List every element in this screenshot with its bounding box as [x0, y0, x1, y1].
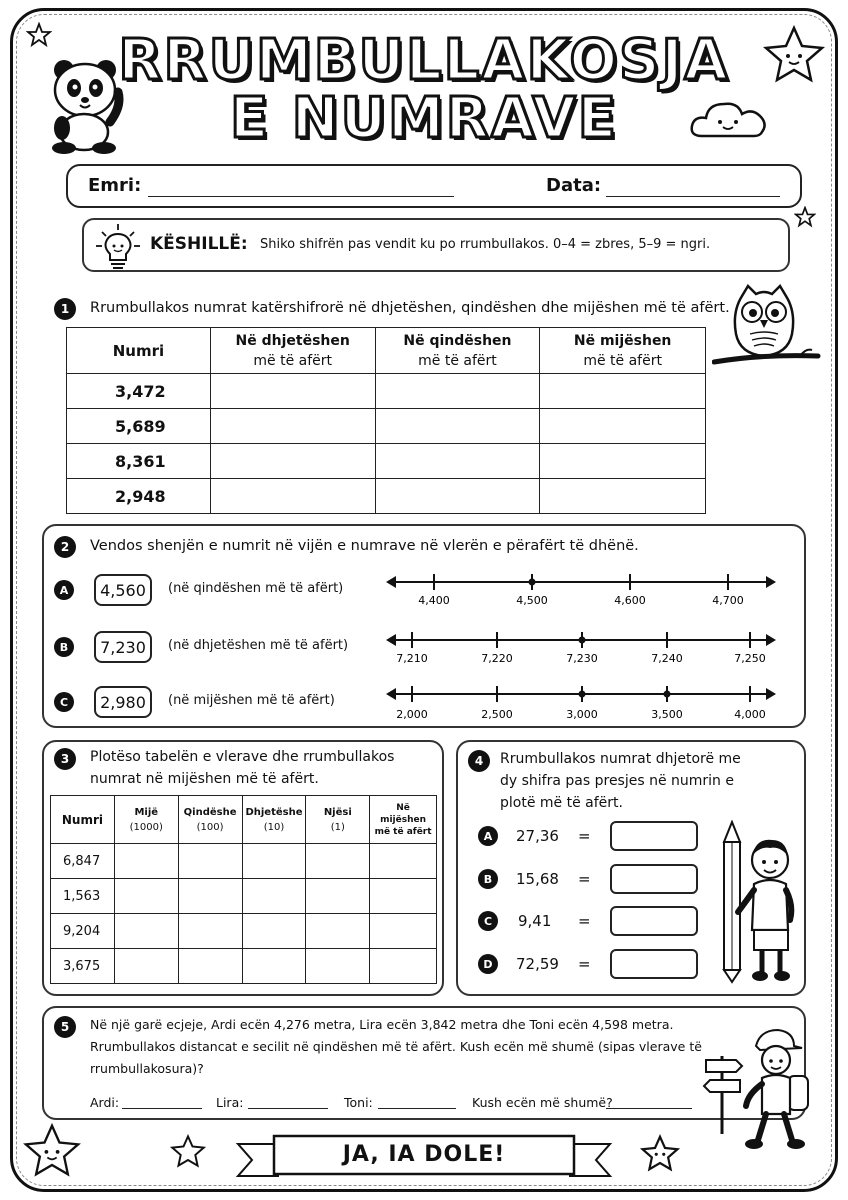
name-label: Emri:	[88, 175, 142, 196]
answer-box[interactable]	[610, 949, 698, 979]
answer-cell[interactable]	[242, 949, 306, 984]
page-title-line2: E NUMRAVE	[229, 86, 619, 151]
answer-cell[interactable]	[306, 949, 370, 984]
lightbulb-icon	[94, 222, 142, 272]
answer-cell[interactable]	[178, 949, 242, 984]
table-row: 1,563	[51, 879, 437, 914]
question-3-prompt-line2: numrat në mijëshen më të afërt.	[90, 771, 319, 787]
winner-answer-line[interactable]	[606, 1108, 692, 1109]
date-label: Data:	[546, 175, 602, 196]
answer-box[interactable]	[610, 821, 698, 851]
table-header: Në dhjetëshen më të afërt	[210, 328, 375, 374]
table-row: 3,675	[51, 949, 437, 984]
tick-label: 2,000	[396, 708, 428, 721]
owl-icon	[712, 282, 822, 374]
lira-label: Lira:	[216, 1095, 244, 1110]
tick-label: 3,500	[651, 708, 683, 721]
number-line-c[interactable]	[384, 682, 780, 722]
answer-cell[interactable]	[370, 879, 437, 914]
tick-label: 4,700	[712, 594, 744, 607]
answer-cell[interactable]	[114, 949, 178, 984]
answer-cell[interactable]	[540, 374, 706, 409]
date-field[interactable]	[606, 196, 780, 197]
answer-cell[interactable]	[306, 879, 370, 914]
equals-sign: =	[578, 912, 591, 930]
decimal-value: 9,41	[518, 912, 552, 930]
tick-label: 2,500	[481, 708, 513, 721]
rounding-table	[66, 327, 706, 514]
answer-cell[interactable]	[114, 844, 178, 879]
tip-label: KËSHILLË:	[150, 234, 248, 254]
table-header: Njësi (1)	[306, 796, 370, 844]
answer-cell[interactable]	[242, 844, 306, 879]
question-4-badge: 4	[468, 750, 490, 772]
question-4-prompt-line1: Rrumbullakos numrat dhjetorë me	[500, 751, 741, 767]
item-d-badge: D	[478, 954, 498, 974]
tick-label: 4,000	[734, 708, 766, 721]
answer-cell[interactable]	[210, 479, 375, 514]
question-1-badge: 1	[54, 298, 76, 320]
item-b-badge: B	[478, 869, 498, 889]
winner-label: Kush ecën më shumë?	[472, 1095, 613, 1110]
tick-label: 4,600	[614, 594, 646, 607]
table-header: Numri	[51, 796, 115, 844]
item-c-badge: C	[478, 911, 498, 931]
question-5-line3: rrumbullakosura)?	[90, 1061, 204, 1076]
table-header: Në qindëshen më të afërt	[375, 328, 540, 374]
table-header: Në mijëshen më të afërt	[540, 328, 706, 374]
name-date-bar	[66, 164, 802, 208]
table-row: 2,948	[67, 479, 706, 514]
answer-cell[interactable]	[210, 444, 375, 479]
tick-label: 7,210	[396, 652, 428, 665]
name-field[interactable]	[148, 196, 454, 197]
page-title-line1: RRUMBULLAKOSJA	[118, 28, 730, 93]
table-row: 8,361	[67, 444, 706, 479]
answer-cell[interactable]	[370, 949, 437, 984]
table-header: Në mijëshen më të afërt	[370, 796, 437, 844]
number-line-b[interactable]	[384, 628, 780, 668]
answer-cell[interactable]	[540, 409, 706, 444]
decimal-value: 27,36	[516, 827, 559, 845]
answer-cell[interactable]	[210, 409, 375, 444]
question-4-prompt-line3: plotë më të afërt.	[500, 795, 623, 811]
tick-label: 4,500	[516, 594, 548, 607]
answer-cell[interactable]	[210, 374, 375, 409]
table-row: 9,204	[51, 914, 437, 949]
item-a-badge: A	[478, 826, 498, 846]
answer-box[interactable]	[610, 906, 698, 936]
table-header: Qindëshe (100)	[178, 796, 242, 844]
answer-cell[interactable]	[178, 844, 242, 879]
equals-sign: =	[578, 955, 591, 973]
question-2-prompt: Vendos shenjën e numrit në vijën e numrave në vlerën e përafërt të dhënë.	[90, 538, 639, 554]
question-5-badge: 5	[54, 1016, 76, 1038]
star-icon	[794, 206, 816, 228]
equals-sign: =	[578, 870, 591, 888]
answer-cell[interactable]	[540, 444, 706, 479]
toni-answer-line[interactable]	[378, 1108, 456, 1109]
star-icon	[640, 1134, 680, 1172]
lira-answer-line[interactable]	[248, 1108, 328, 1109]
item-c-badge: C	[54, 692, 74, 712]
boy-hiker-icon	[732, 1024, 818, 1156]
ardi-answer-line[interactable]	[122, 1108, 202, 1109]
answer-cell[interactable]	[375, 479, 540, 514]
value-box: 4,560	[94, 574, 152, 606]
table-row: 3,472	[67, 374, 706, 409]
item-a-badge: A	[54, 580, 74, 600]
answer-cell[interactable]	[540, 479, 706, 514]
tick-label: 3,000	[566, 708, 598, 721]
answer-cell[interactable]	[242, 914, 306, 949]
question-3-badge: 3	[54, 748, 76, 770]
table-row: 6,847	[51, 844, 437, 879]
toni-label: Toni:	[344, 1095, 373, 1110]
tip-text: Shiko shifrën pas vendit ku po rrumbullakos. 0–4 = zbres, 5–9 = ngri.	[260, 237, 711, 252]
question-5-line2: Rrumbullakos distancat e secilit në qindëshen më të afërt. Kush ecën më shumë (sipas vlerave të	[90, 1039, 702, 1054]
table-header: Dhjetëshe (10)	[242, 796, 306, 844]
place-value-table	[50, 795, 437, 984]
decimal-value: 72,59	[516, 955, 559, 973]
value-box: 7,230	[94, 631, 152, 663]
rounding-hint: (në mijëshen më të afërt)	[168, 693, 335, 708]
rounding-hint: (në dhjetëshen më të afërt)	[168, 638, 349, 653]
table-header: Numri	[67, 328, 211, 374]
question-1-prompt: Rrumbullakos numrat katërshifrorë në dhjetëshen, qindëshen dhe mijëshen më të afërt.	[90, 300, 730, 316]
table-header: Mijë (1000)	[114, 796, 178, 844]
ardi-label: Ardi:	[90, 1095, 120, 1110]
tick-label: 4,400	[418, 594, 450, 607]
answer-cell[interactable]	[306, 914, 370, 949]
answer-box[interactable]	[610, 864, 698, 894]
question-5-line1: Në një garë ecjeje, Ardi ecën 4,276 metra, Lira ecën 3,842 metra dhe Toni ecën 4,598 metra.	[90, 1017, 674, 1032]
tick-label: 7,220	[481, 652, 513, 665]
answer-cell[interactable]	[242, 879, 306, 914]
star-icon	[22, 1122, 82, 1178]
value-box: 2,980	[94, 686, 152, 718]
tick-label: 7,250	[734, 652, 766, 665]
number-line-a[interactable]	[384, 570, 780, 610]
boy-pencil-icon	[716, 820, 802, 986]
answer-cell[interactable]	[370, 844, 437, 879]
question-3-prompt-line1: Plotëso tabelën e vlerave dhe rrumbullakos	[90, 749, 395, 765]
question-4-prompt-line2: dy shifra pas presjes në numrin e	[500, 773, 734, 789]
answer-cell[interactable]	[178, 914, 242, 949]
answer-cell[interactable]	[370, 914, 437, 949]
decimal-value: 15,68	[516, 870, 559, 888]
star-icon	[170, 1134, 206, 1168]
table-row: 5,689	[67, 409, 706, 444]
answer-cell[interactable]	[306, 844, 370, 879]
tick-label: 7,240	[651, 652, 683, 665]
question-2-badge: 2	[54, 536, 76, 558]
answer-cell[interactable]	[375, 374, 540, 409]
banner-text: JA, IA DOLE!	[342, 1142, 506, 1167]
rounding-hint: (në qindëshen më të afërt)	[168, 581, 344, 596]
item-b-badge: B	[54, 637, 74, 657]
answer-cell[interactable]	[375, 444, 540, 479]
answer-cell[interactable]	[178, 879, 242, 914]
tip-box	[82, 218, 790, 272]
answer-cell[interactable]	[114, 879, 178, 914]
answer-cell[interactable]	[114, 914, 178, 949]
equals-sign: =	[578, 827, 591, 845]
tick-label: 7,230	[566, 652, 598, 665]
answer-cell[interactable]	[375, 409, 540, 444]
